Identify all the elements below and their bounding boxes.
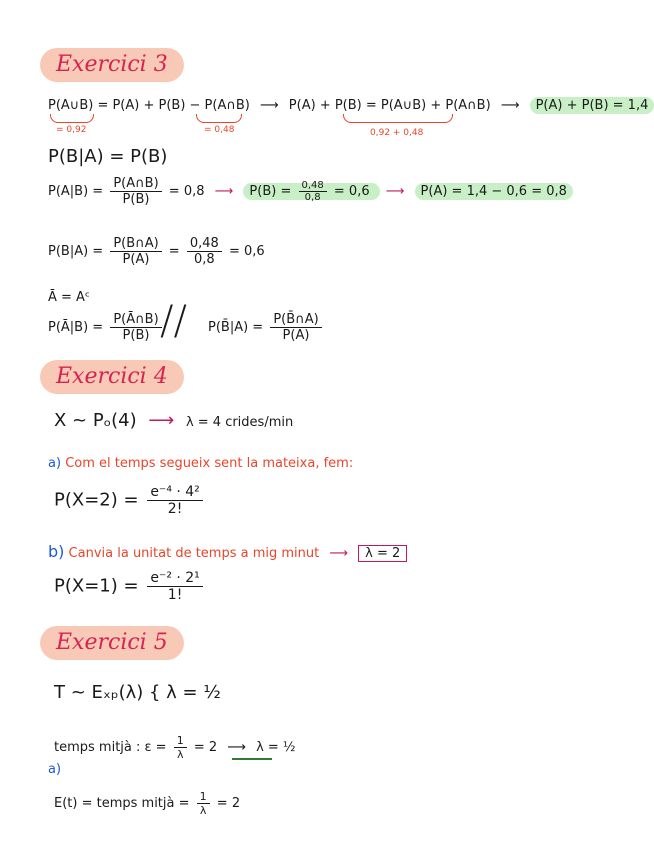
annotation-inter: = 0,48 — [204, 125, 235, 135]
ex4-a-label: a) — [48, 456, 62, 471]
ex3-line4-lhs: P(B|A) = — [48, 244, 104, 259]
ex4-a-formula — [54, 484, 206, 517]
ex3-line1-result: P(A) + P(B) = 1,4 — [530, 97, 654, 114]
ex4-b-lambda-box: λ = 2 — [358, 545, 407, 562]
ex5-mean-value: = 2 — [193, 740, 218, 755]
fraction — [187, 236, 222, 267]
fraction — [110, 236, 161, 267]
ex3-line1-mid: P(A) + P(B) = P(A∪B) + P(A∩B) — [288, 98, 491, 113]
numerator: e⁻² · 2¹ — [147, 570, 203, 587]
annotation-union: = 0,92 — [56, 125, 87, 135]
ex3-line4: P(B|A) = $\frac{P(B\cap A)}{P(A)}$ = $\frac{0,48}{0,8}$ = 0,6 — [48, 236, 265, 267]
ex4-b-lhs: P(X=1) = — [54, 575, 139, 597]
ex3-line4-value: = 0,6 — [228, 244, 265, 259]
ex3-line3-lhs: P(A|B) = — [48, 184, 104, 199]
numerator: 0,48 — [187, 236, 222, 252]
denominator: 1! — [167, 587, 183, 603]
ex3-line6-right — [208, 312, 325, 343]
ex3-pb-lhs: P(B) = — [249, 184, 292, 199]
numerator: e⁻⁴ · 4² — [147, 484, 203, 501]
numerator: P(B∩A) — [110, 236, 161, 252]
ex3-pb-value: = 0,6 — [333, 184, 370, 199]
ex5-mean-text: temps mitjà : ε = — [54, 740, 167, 755]
ex3-line5: Ā = Aᶜ — [48, 290, 90, 305]
ex5-mean-result: λ = ½ — [256, 740, 296, 755]
ex4-a-lhs: P(X=2) = — [54, 489, 139, 511]
denominator: 2! — [167, 501, 183, 517]
ex3-line3 — [48, 176, 573, 207]
ex4-b-text: Canvia la unitat de temps a mig minut — [68, 546, 320, 561]
arrow-icon: ⟶ — [385, 184, 405, 199]
ex5-a-value: = 2 — [216, 796, 241, 811]
green-underline — [232, 758, 272, 760]
ex4-dist-line — [54, 410, 293, 431]
ex4-b-formula — [54, 570, 206, 603]
arrow-icon: ⟶ — [329, 546, 349, 561]
exercise-3-title: Exercici 3 — [40, 48, 184, 82]
ex5-dist: T ~ Eₓₚ(λ) { λ = ½ — [54, 682, 221, 703]
denominator: 0,8 — [304, 192, 321, 203]
ex3-pa-highlight: P(A) = 1,4 − 0,6 = 0,8 — [415, 183, 573, 200]
numerator: 1 — [174, 734, 187, 748]
ex4-b-label: b) — [48, 542, 65, 561]
numerator: 0,48 — [299, 180, 327, 192]
denominator: 0,8 — [193, 252, 215, 267]
arrow-icon: ⟶ — [148, 410, 175, 431]
numerator: P(A∩B) — [110, 176, 161, 192]
brace-inter — [196, 114, 242, 123]
fraction — [147, 484, 203, 517]
ex4-distribution: X ~ Pₒ(4) — [54, 410, 137, 431]
denominator: P(B) — [122, 328, 150, 343]
denominator: P(A) — [282, 328, 310, 343]
exercise-4-title: Exercici 4 — [40, 360, 184, 394]
ex5-a-lhs: E(t) = temps mitjà = — [54, 796, 190, 811]
numerator: 1 — [197, 790, 210, 804]
numerator: P(B̄∩A) — [270, 312, 321, 328]
denominator: P(A) — [122, 252, 150, 267]
denominator: P(B) — [122, 192, 150, 207]
ex4-a-text: Com el temps segueix sent la mateixa, fem: — [65, 456, 354, 471]
ex3-line3-value: = 0,8 — [168, 184, 205, 199]
arrow-icon: ⟶ — [500, 98, 520, 113]
ex4-a-line — [48, 456, 353, 471]
separator-slashes: // — [160, 298, 187, 344]
ex3-line6-lhs: P(Ā|B) = — [48, 320, 104, 335]
ex3-line1 — [48, 98, 654, 113]
annotation-sum: 0,92 + 0,48 — [370, 128, 424, 138]
numerator: P(Ā∩B) — [110, 312, 161, 328]
fraction — [197, 790, 210, 817]
fraction — [110, 312, 161, 343]
fraction — [270, 312, 321, 343]
denominator: λ — [176, 748, 184, 761]
arrow-icon: ⟶ — [260, 98, 279, 113]
fraction — [299, 180, 327, 203]
arrow-icon: ⟶ — [227, 740, 246, 755]
brace-sum — [343, 114, 453, 123]
exercise-5-title: Exercici 5 — [40, 626, 184, 660]
ex3-line2: P(B|A) = P(B) — [48, 146, 168, 167]
ex5-a-formula — [54, 790, 240, 817]
ex5-a-label: a) — [48, 762, 62, 777]
ex3-line6-rhs-lhs: P(B̄|A) = — [208, 320, 264, 335]
ex3-line6 — [48, 312, 165, 343]
fraction — [110, 176, 161, 207]
denominator: λ — [199, 804, 207, 817]
fraction — [147, 570, 203, 603]
ex5-mean-line — [54, 734, 296, 761]
brace-union — [50, 114, 94, 123]
arrow-icon: ⟶ — [214, 184, 234, 199]
fraction — [174, 734, 187, 761]
ex4-lambda: λ = 4 crides/min — [185, 415, 294, 430]
ex4-b-line — [48, 542, 407, 561]
ex3-pb-highlight — [243, 180, 379, 203]
ex3-line1-left: P(A∪B) = P(A) + P(B) − P(A∩B) — [48, 98, 250, 113]
